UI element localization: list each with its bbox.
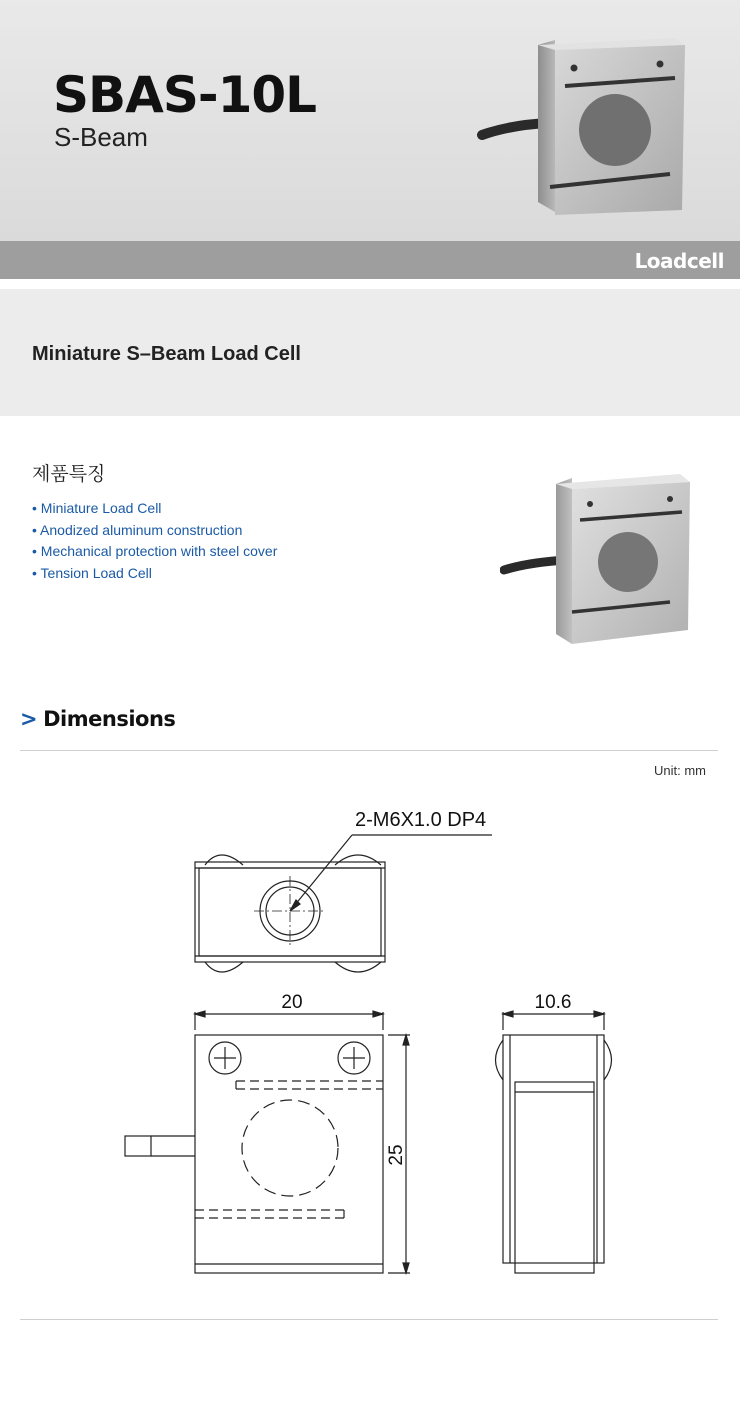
hero-banner [0, 0, 740, 241]
divider-top [20, 750, 718, 751]
dimension-drawing [0, 780, 740, 1300]
features-list [32, 498, 277, 584]
features-title: 제품특징 [32, 463, 106, 485]
category-bar [0, 241, 740, 279]
feature-item: • Tension Load Cell [32, 563, 277, 585]
dimensions-heading [20, 707, 175, 731]
feature-item: • Mechanical protection with steel cover [32, 541, 277, 563]
feature-item: • Miniature Load Cell [32, 498, 277, 520]
product-subtitle: Miniature S–Beam Load Cell [32, 343, 301, 365]
model-name: SBAS-10L [53, 66, 317, 124]
thickness-value: 10.6 [534, 992, 572, 1013]
height-value: 25 [386, 1144, 407, 1166]
heading-marker: > [20, 707, 38, 731]
product-photo [500, 462, 710, 652]
category-label: Loadcell [634, 249, 724, 273]
hole-callout: 2-M6X1.0 DP4 [355, 809, 487, 831]
divider-bottom [20, 1319, 718, 1320]
width-value: 20 [281, 992, 303, 1013]
dimensions-heading-text: Dimensions [43, 707, 176, 731]
model-type: S-Beam [54, 122, 148, 152]
product-image [470, 20, 720, 225]
unit-label: Unit: mm [654, 763, 706, 778]
feature-item: • Anodized aluminum construction [32, 520, 277, 542]
subtitle-band [0, 289, 740, 416]
